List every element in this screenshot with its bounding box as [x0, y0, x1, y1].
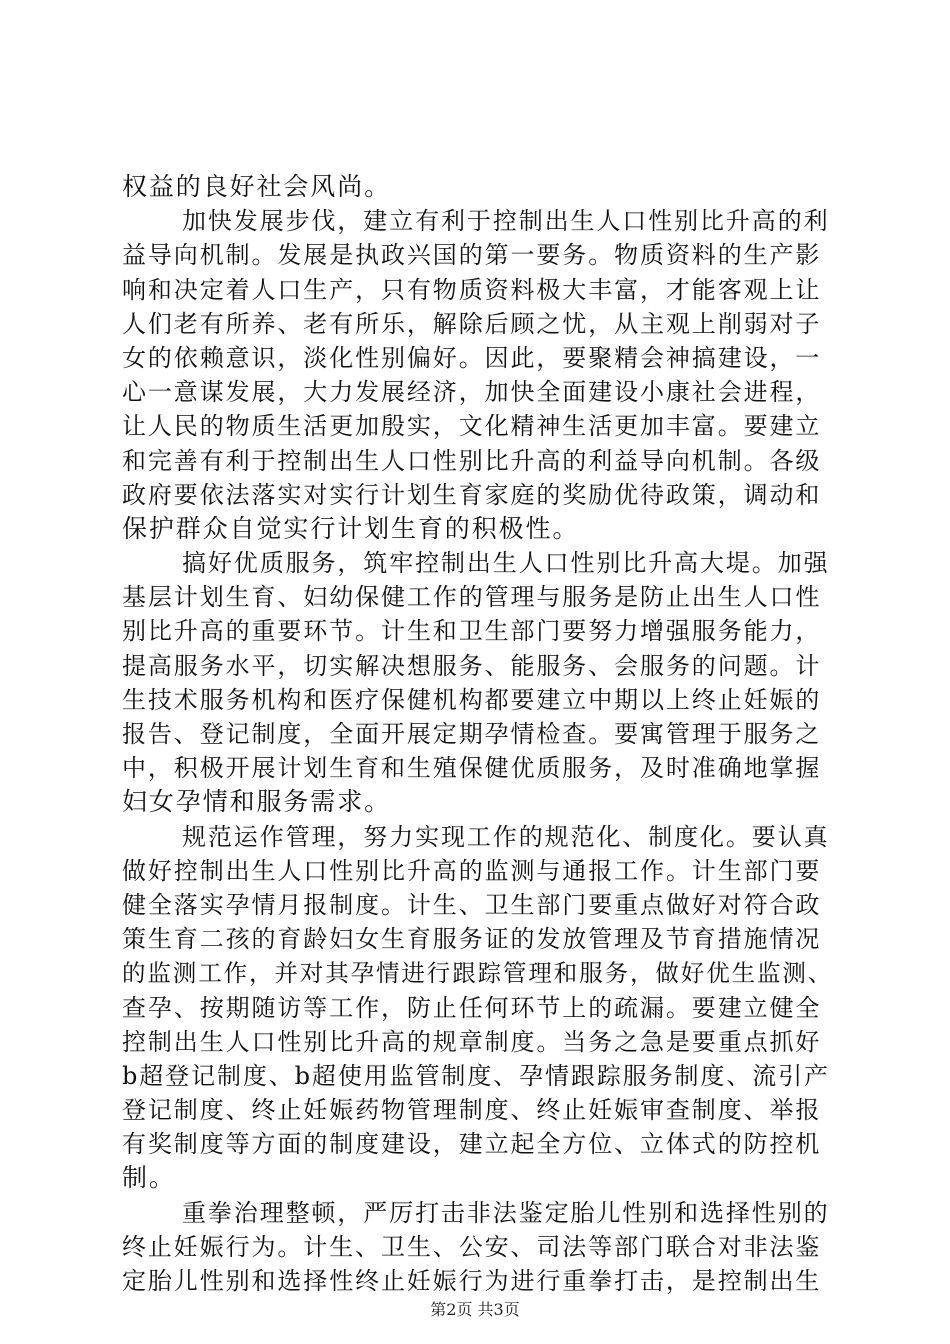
text-line: 生技术服务机构和医疗保健机构都要建立中期以上终止妊娠的 — [122, 685, 822, 714]
text-line: 提高服务水平，切实解决想服务、能服务、会服务的问题。计 — [122, 651, 822, 680]
text-line: 人们老有所养、老有所乐，解除后顾之忧，从主观上削弱对子 — [122, 309, 822, 338]
text-line: 女的依赖意识，淡化性别偏好。因此，要聚精会神搞建设，一 — [122, 343, 822, 372]
text-line: 健全落实孕情月报制度。计生、卫生部门要重点做好对符合政 — [122, 890, 822, 919]
text-line: 定胎儿性别和选择性终止妊娠行为进行重拳打击，是控制出生 — [122, 1267, 822, 1295]
text-line: 终止妊娠行为。计生、卫生、公安、司法等部门联合对非法鉴 — [122, 1232, 822, 1261]
text-line: 中，积极开展计划生育和生殖保健优质服务，及时准确地掌握 — [122, 754, 822, 783]
text-line: 妇女孕情和服务需求。 — [122, 787, 392, 817]
text-line: 和完善有利于控制出生人口性别比升高的利益导向机制。各级 — [122, 446, 822, 475]
text-line: 别比升高的重要环节。计生和卫生部门要努力增强服务能力， — [122, 617, 822, 646]
text-line: 心一意谋发展，大力发展经济，加快全面建设小康社会进程， — [122, 378, 822, 407]
paragraph-first-line: 加快发展步伐，建立有利于控制出生人口性别比升高的利 — [182, 207, 830, 236]
document-body — [122, 170, 834, 1298]
text-line: 策生育二孩的育龄妇女生育服务证的发放管理及节育措施情况 — [122, 925, 822, 954]
text-line: 登记制度、终止妊娠药物管理制度、终止妊娠审查制度、举报 — [122, 1096, 822, 1125]
text-line: b超登记制度、b超使用监管制度、孕情跟踪服务制度、流引产 — [122, 1061, 830, 1090]
paragraph-first-line: 重拳治理整顿，严厉打击非法鉴定胎儿性别和选择性别的 — [182, 1198, 830, 1227]
text-line: 控制出生人口性别比升高的规章制度。当务之急是要重点抓好 — [122, 1027, 822, 1056]
paragraph-first-line: 搞好优质服务，筑牢控制出生人口性别比升高大堤。加强 — [182, 549, 830, 578]
text-line: 保护群众自觉实行计划生育的积极性。 — [122, 513, 580, 543]
text-line: 有奖制度等方面的制度建设，建立起全方位、立体式的防控机 — [122, 1130, 822, 1159]
text-line: 做好控制出生人口性别比升高的监测与通报工作。计生部门要 — [122, 856, 822, 885]
text-line: 益导向机制。发展是执政兴国的第一要务。物质资料的生产影 — [122, 241, 822, 270]
text-line: 权益的良好社会风尚。 — [122, 172, 392, 201]
text-line: 政府要依法落实对实行计划生育家庭的奖励优待政策，调动和 — [122, 480, 822, 509]
paragraph-first-line: 规范运作管理，努力实现工作的规范化、制度化。要认真 — [182, 822, 830, 851]
text-line: 报告、登记制度，全面开展定期孕情检查。要寓管理于服务之 — [122, 720, 822, 748]
page-footer: 第2页 共3页 — [430, 1300, 520, 1319]
text-line: 响和决定着人口生产，只有物质资料极大丰富，才能客观上让 — [122, 275, 822, 304]
text-line: 基层计划生育、妇幼保健工作的管理与服务是防止出生人口性 — [122, 583, 822, 612]
text-line: 让人民的物质生活更加殷实，文化精神生活更加丰富。要建立 — [122, 412, 822, 441]
text-line: 制。 — [122, 1163, 176, 1193]
text-line: 的监测工作，并对其孕情进行跟踪管理和服务，做好优生监测、 — [122, 959, 834, 988]
text-line: 查孕、按期随访等工作，防止任何环节上的疏漏。要建立健全 — [122, 993, 822, 1022]
